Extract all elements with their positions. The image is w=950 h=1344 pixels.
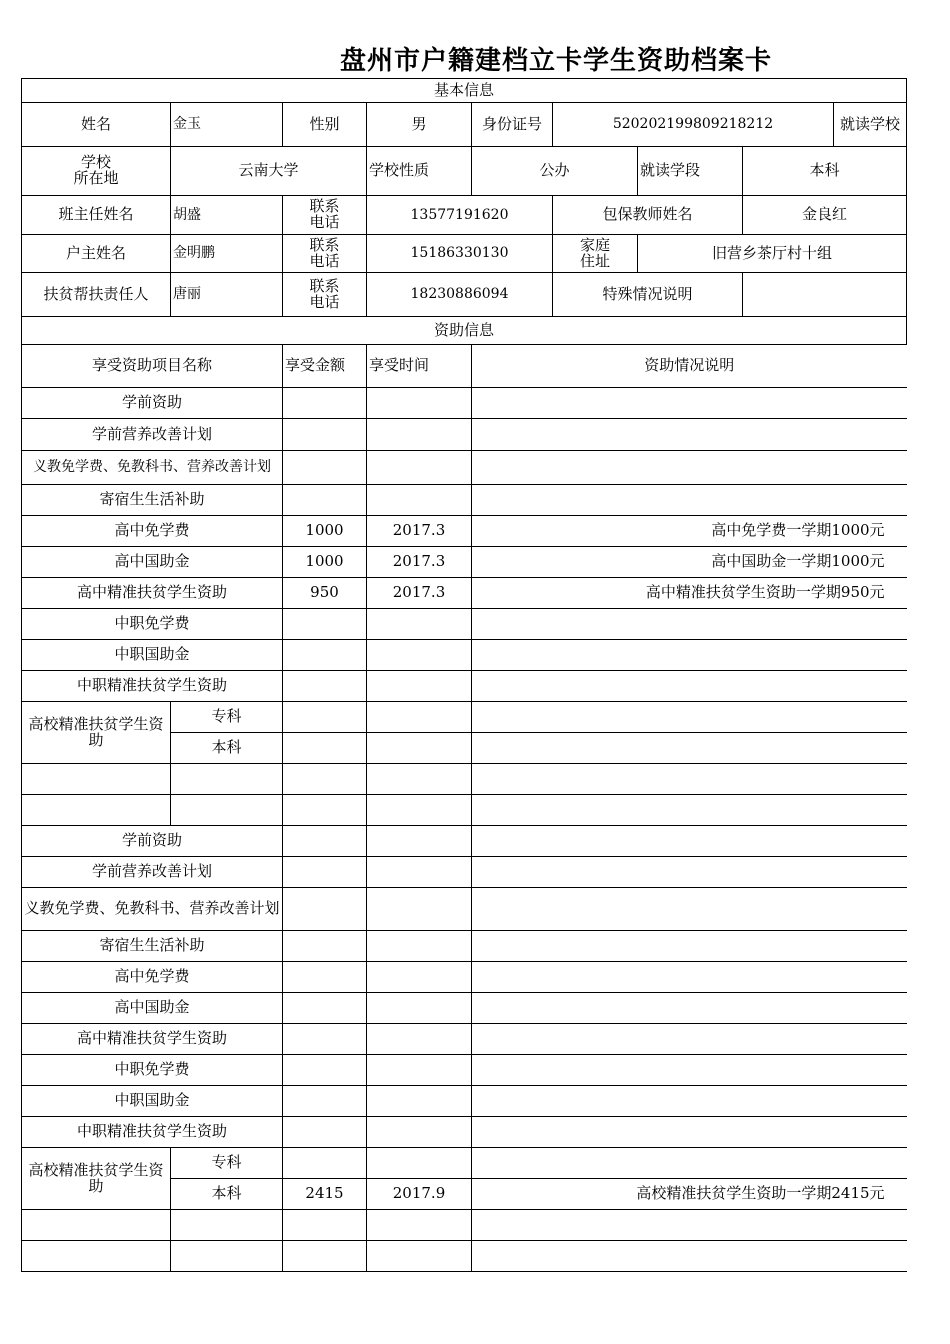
aid-time[interactable]: 2017.3 <box>367 547 472 578</box>
aid-time[interactable] <box>367 1117 472 1148</box>
aid-time[interactable] <box>367 640 472 671</box>
col-header-time: 享受时间 <box>367 345 472 388</box>
aid-description[interactable] <box>472 826 907 857</box>
aid-amount[interactable] <box>283 1086 367 1117</box>
table-row <box>22 857 907 888</box>
aid-time[interactable]: 2017.3 <box>367 516 472 547</box>
id-label: 身份证号 <box>472 103 553 147</box>
aid-project-name: 高中免学费 <box>22 962 283 993</box>
aid-description[interactable]: 高中精准扶贫学生资助一学期950元 <box>472 578 907 609</box>
table-row <box>22 451 907 485</box>
aid-description[interactable] <box>472 702 907 733</box>
helper-contact-label: 联系 电话 <box>283 273 367 317</box>
aid-amount[interactable] <box>283 702 367 733</box>
aid-amount[interactable] <box>283 388 367 419</box>
aid-amount[interactable] <box>283 888 367 931</box>
school-nature-label: 学校性质 <box>367 147 472 196</box>
stage-label: 就读学段 <box>638 147 743 196</box>
aid-project-name: 中职国助金 <box>22 640 283 671</box>
aid-amount[interactable]: 950 <box>283 578 367 609</box>
aid-amount[interactable] <box>283 931 367 962</box>
gender-label: 性别 <box>283 103 367 147</box>
aid-description[interactable] <box>472 993 907 1024</box>
blank-row <box>22 1210 907 1241</box>
college-aid-label: 高校精准扶贫学生资助 <box>22 702 171 764</box>
blank-cell[interactable] <box>472 795 907 826</box>
aid-description[interactable]: 高校精准扶贫学生资助一学期2415元 <box>472 1179 907 1210</box>
aid-project-name: 中职国助金 <box>22 1086 283 1117</box>
blank-row <box>22 764 907 795</box>
aid-time[interactable] <box>367 826 472 857</box>
aid-time[interactable] <box>367 702 472 733</box>
school-location-value[interactable]: 云南大学 <box>171 147 367 196</box>
aid-amount[interactable] <box>283 857 367 888</box>
table-row <box>22 1055 907 1086</box>
aid-description[interactable] <box>472 962 907 993</box>
table-row <box>22 993 907 1024</box>
aid-description[interactable] <box>472 609 907 640</box>
table-row <box>22 388 907 419</box>
archive-card-table <box>21 78 907 1272</box>
section-aid-info: 资助信息 <box>22 317 907 345</box>
aid-time[interactable] <box>367 857 472 888</box>
aid-project-name: 高中免学费 <box>22 516 283 547</box>
blank-cell[interactable] <box>283 1241 367 1272</box>
aid-amount[interactable]: 2415 <box>283 1179 367 1210</box>
aid-description[interactable] <box>472 733 907 764</box>
college-level: 专科 <box>171 702 283 733</box>
aid-time[interactable] <box>367 993 472 1024</box>
table-row <box>22 419 907 451</box>
table-row <box>22 826 907 857</box>
table-row <box>22 578 907 609</box>
guard-teacher-value[interactable]: 金良红 <box>743 196 907 235</box>
aid-description[interactable] <box>472 671 907 702</box>
helper-label: 扶贫帮扶责任人 <box>22 273 171 317</box>
blank-cell[interactable] <box>367 1241 472 1272</box>
aid-time[interactable] <box>367 1024 472 1055</box>
aid-description[interactable] <box>472 931 907 962</box>
aid-amount[interactable] <box>283 962 367 993</box>
aid-amount[interactable] <box>283 1055 367 1086</box>
aid-project-name: 中职精准扶贫学生资助 <box>22 1117 283 1148</box>
table-row <box>22 1117 907 1148</box>
table-row <box>22 671 907 702</box>
aid-amount[interactable] <box>283 826 367 857</box>
aid-time[interactable]: 2017.3 <box>367 578 472 609</box>
blank-cell <box>171 1241 283 1272</box>
aid-description[interactable] <box>472 419 907 451</box>
aid-amount[interactable] <box>283 1024 367 1055</box>
aid-time[interactable] <box>367 671 472 702</box>
aid-time[interactable] <box>367 962 472 993</box>
id-value[interactable]: 520202199809218212 <box>553 103 834 147</box>
aid-amount[interactable]: 1000 <box>283 516 367 547</box>
aid-project-name: 中职免学费 <box>22 1055 283 1086</box>
special-label: 特殊情况说明 <box>553 273 743 317</box>
aid-description[interactable]: 高中国助金一学期1000元 <box>472 547 907 578</box>
name-label: 姓名 <box>22 103 171 147</box>
blank-cell <box>22 1210 171 1241</box>
aid-amount[interactable] <box>283 993 367 1024</box>
aid-description[interactable] <box>472 451 907 485</box>
school-location-label: 学校 所在地 <box>22 147 171 196</box>
teacher-contact-label: 联系 电话 <box>283 196 367 235</box>
aid-amount[interactable]: 1000 <box>283 547 367 578</box>
aid-description[interactable] <box>472 485 907 516</box>
blank-cell <box>171 795 283 826</box>
aid-amount[interactable] <box>283 640 367 671</box>
householder-label: 户主姓名 <box>22 235 171 273</box>
householder-phone[interactable]: 15186330130 <box>367 235 553 273</box>
aid-amount[interactable] <box>283 451 367 485</box>
aid-project-name: 高中精准扶贫学生资助 <box>22 1024 283 1055</box>
aid-description[interactable] <box>472 1024 907 1055</box>
blank-cell[interactable] <box>283 795 367 826</box>
householder-contact-label: 联系 电话 <box>283 235 367 273</box>
college-aid-label: 高校精准扶贫学生资助 <box>22 1148 171 1210</box>
aid-time[interactable] <box>367 1148 472 1179</box>
aid-project-name: 学前营养改善计划 <box>22 419 283 451</box>
aid-project-name: 学前营养改善计划 <box>22 857 283 888</box>
aid-time[interactable] <box>367 388 472 419</box>
college-level: 本科 <box>171 733 283 764</box>
householder-value[interactable]: 金明鹏 <box>171 235 283 273</box>
aid-project-name: 高中精准扶贫学生资助 <box>22 578 283 609</box>
college-level: 本科 <box>171 1179 283 1210</box>
college-level: 专科 <box>171 1148 283 1179</box>
blank-cell <box>171 1210 283 1241</box>
aid-description[interactable] <box>472 888 907 931</box>
col-header-project: 享受资助项目名称 <box>22 345 283 388</box>
aid-project-name: 中职精准扶贫学生资助 <box>22 671 283 702</box>
special-value[interactable] <box>743 273 907 317</box>
aid-time[interactable] <box>367 1055 472 1086</box>
aid-time[interactable] <box>367 419 472 451</box>
aid-project-name: 学前资助 <box>22 826 283 857</box>
aid-time[interactable] <box>367 451 472 485</box>
teacher-phone[interactable]: 13577191620 <box>367 196 553 235</box>
aid-time[interactable] <box>367 485 472 516</box>
blank-cell[interactable] <box>472 1210 907 1241</box>
school-label: 就读学校 <box>834 103 907 147</box>
blank-cell <box>171 764 283 795</box>
blank-cell[interactable] <box>472 1241 907 1272</box>
aid-description[interactable] <box>472 640 907 671</box>
table-row <box>22 702 907 733</box>
aid-time[interactable]: 2017.9 <box>367 1179 472 1210</box>
blank-cell[interactable] <box>367 1210 472 1241</box>
aid-amount[interactable] <box>283 419 367 451</box>
teacher-value[interactable]: 胡盛 <box>171 196 283 235</box>
aid-project-name: 寄宿生生活补助 <box>22 931 283 962</box>
aid-project-name: 寄宿生生活补助 <box>22 485 283 516</box>
aid-project-name: 义教免学费、免教科书、营养改善计划 <box>22 888 283 931</box>
blank-row <box>22 1241 907 1272</box>
guard-teacher-label: 包保教师姓名 <box>553 196 743 235</box>
blank-cell[interactable] <box>472 764 907 795</box>
table-row <box>22 1086 907 1117</box>
aid-time[interactable] <box>367 1086 472 1117</box>
table-row <box>22 516 907 547</box>
section-basic-info: 基本信息 <box>22 79 907 103</box>
aid-time[interactable] <box>367 733 472 764</box>
aid-project-name: 高中国助金 <box>22 547 283 578</box>
aid-amount[interactable] <box>283 1148 367 1179</box>
blank-cell <box>22 795 171 826</box>
aid-amount[interactable] <box>283 485 367 516</box>
col-header-desc: 资助情况说明 <box>472 345 907 388</box>
aid-description[interactable] <box>472 388 907 419</box>
aid-amount[interactable] <box>283 609 367 640</box>
name-value[interactable]: 金玉 <box>171 103 283 147</box>
address-value[interactable]: 旧营乡茶厅村十组 <box>638 235 907 273</box>
aid-description[interactable] <box>472 1148 907 1179</box>
blank-cell[interactable] <box>283 1210 367 1241</box>
aid-time[interactable] <box>367 609 472 640</box>
teacher-label: 班主任姓名 <box>22 196 171 235</box>
aid-time[interactable] <box>367 888 472 931</box>
aid-description[interactable] <box>472 857 907 888</box>
table-row <box>22 609 907 640</box>
aid-amount[interactable] <box>283 1117 367 1148</box>
blank-row <box>22 795 907 826</box>
table-row <box>22 640 907 671</box>
aid-time[interactable] <box>367 931 472 962</box>
aid-project-name: 义教免学费、免教科书、营养改善计划 <box>22 451 283 485</box>
aid-project-name: 学前资助 <box>22 388 283 419</box>
blank-cell <box>22 1241 171 1272</box>
table-row <box>22 1024 907 1055</box>
gender-value[interactable]: 男 <box>367 103 472 147</box>
aid-amount[interactable] <box>283 671 367 702</box>
helper-phone[interactable]: 18230886094 <box>367 273 553 317</box>
blank-cell[interactable] <box>283 764 367 795</box>
page-title: 盘州市户籍建档立卡学生资助档案卡 <box>340 46 773 76</box>
blank-cell[interactable] <box>367 795 472 826</box>
table-row <box>22 931 907 962</box>
helper-value[interactable]: 唐丽 <box>171 273 283 317</box>
blank-cell[interactable] <box>367 764 472 795</box>
col-header-amount: 享受金额 <box>283 345 367 388</box>
aid-project-name: 高中国助金 <box>22 993 283 1024</box>
aid-description[interactable] <box>472 1055 907 1086</box>
aid-description[interactable]: 高中免学费一学期1000元 <box>472 516 907 547</box>
stage-value[interactable]: 本科 <box>743 147 907 196</box>
table-row <box>22 547 907 578</box>
table-row <box>22 962 907 993</box>
aid-description[interactable] <box>472 1117 907 1148</box>
aid-description[interactable] <box>472 1086 907 1117</box>
aid-amount[interactable] <box>283 733 367 764</box>
table-row <box>22 888 907 931</box>
table-row <box>22 1148 907 1179</box>
blank-cell <box>22 764 171 795</box>
address-label: 家庭 住址 <box>553 235 638 273</box>
aid-project-name: 中职免学费 <box>22 609 283 640</box>
school-nature-value[interactable]: 公办 <box>472 147 638 196</box>
table-row <box>22 485 907 516</box>
